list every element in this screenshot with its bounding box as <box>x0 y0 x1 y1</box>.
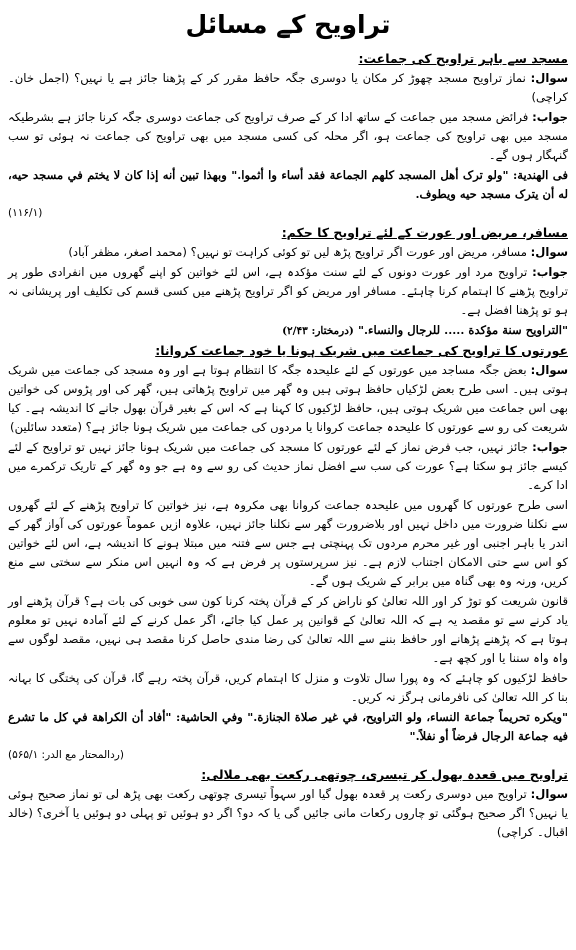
answer-3 <box>8 438 568 495</box>
question-2 <box>8 243 568 262</box>
arabic-quote-3: "ويکره تحريماً جماعة النساء، ولو التراويح، في غير صلاة الجنازة." وفي الحاشية: "أفاد أن الکراهة في کل ما تشرع فيه جماعة الرجال فرضاً أو نفلاً." <box>8 710 568 743</box>
arabic-quote-2 <box>8 321 568 340</box>
section-heading-forgot-sitting: تراویح میں قعدہ بھول کر تیسری، چوتھی رکعت بھی ملالی: <box>201 767 568 782</box>
question-1 <box>8 69 568 107</box>
page-title: تراویح کے مسائل <box>185 10 391 39</box>
reference-1: (۱۱۶/۱) <box>8 207 43 219</box>
answer-label: جواب: <box>532 265 569 279</box>
answer-3-paragraph-3: قانون شریعت کو توڑ کر اور اللہ تعالیٰ کو ناراض کر کے قرآن پختہ کرنا کون سی خوبی کی بات ہے؟ قرآن پڑھنے اور یاد کرنے سے تو مقصد یہ ہے کہ اللہ تعالیٰ کے قوانین پر عمل کیا جائے، اگر عمل کرنے کے لئے آمادہ نہیں تو معلوم ہوتا ہے کہ پڑھنے پڑھانے اور حافظ بننے سے اللہ تعالیٰ کی رضا مندی حاصل کرنا مقصد ہی نہیں، مقصد لوگوں سے واہ واہ سننا یا اور کچھ ہے۔ <box>8 594 568 665</box>
reference-3: (ردالمحتار مع الدر: ۵۶۵/۱) <box>8 749 124 761</box>
reference-2: (درمختار: ۲/۴۳) <box>282 325 354 337</box>
answer-1 <box>8 108 568 165</box>
question-text: مسافر، مریض اور عورت اگر تراویح پڑھ لیں تو کوئی کراہت تو نہیں؟ (محمد اصغر، مظفر آباد) <box>68 245 527 259</box>
answer-2 <box>8 263 568 320</box>
question-label: سوال: <box>530 71 569 85</box>
question-label: سوال: <box>530 363 568 377</box>
question-label: سوال: <box>530 787 569 801</box>
answer-text: فرائض مسجد میں جماعت کے ساتھ ادا کر کے صرف تراویح کی جماعت دوسری جگہ کرنا جائز ہے بشرطیکہ مسجد میں بھی تراویح کی جماعت ہو، اگر محلہ کی کسی مسجد میں بھی تراویح کی جماعت نہ ہوئی تو سب گنہگار ہوں گے۔ <box>8 110 568 162</box>
answer-label: جواب: <box>532 440 568 454</box>
answer-3-paragraph-2: اسی طرح عورتوں کا گھروں میں علیحدہ جماعت کروانا بھی مکروہ ہے، نیز خواتین کا تراویح پڑھنے کے لئے گھروں سے نکلنا ضرورت میں داخل نہیں اور بلاضرورت گھر سے نکلنا جائز نہیں، علاوہ ازیں عموماً عورتوں کی آواز گھر کے اندر یا باہر اجنبی اور غیر محرم مردوں تک پہنچتی ہے جس سے فتنہ میں مبتلا ہونے کا اندیشہ ہے، اس لئے خواتین کو اس سے حتی الامکان اجتناب لازم ہے۔ نیز سرپرستوں پر فرض ہے کہ وہ انہیں اس منکر سے سختی سے منع کریں، ورنہ وہ بھی گناہ میں برابر کے شریک ہوں گے۔ <box>8 498 568 588</box>
question-text: نماز تراویح مسجد چھوڑ کر مکان یا دوسری جگہ حافظ مقرر کر کے پڑھنا جائز ہے یا نہیں؟ (اجمل خان۔ کراچی) <box>8 71 568 104</box>
answer-text: تراویح مرد اور عورت دونوں کے لئے سنت مؤکدہ ہے، اس لئے خواتین کو اپنے گھروں میں انفرادی طور پر تراویح پڑھنے کا اہتمام کرنا چاہئے۔ مسافر اور مریض کو اگر تراویح پڑھنے میں کسی قسم کی تکلیف اور پریشانی نہ ہو تو پڑھنا افضل ہے۔ <box>8 265 568 317</box>
answer-text: جائز نہیں، جب فرض نماز کے لئے عورتوں کا مسجد کی جماعت میں شریک ہونا جائز نہیں تو تراویح کے لئے کیسے جائز ہو سکتا ہے؟ عورت کی سب سے افضل نماز حدیث کی رو سے وہ ہے جو وہ گھر کے تاریک ترکمرے میں ادا کرے۔ <box>8 440 568 492</box>
question-text: بعض جگہ مساجد میں عورتوں کے لئے علیحدہ جگہ کا انتظام ہوتا ہے اور وہ مسجد کی جماعت میں شریک ہوتی ہیں۔ اسی طرح بعض لڑکیاں حافظ ہوتی ہیں وہ گھر میں تراویح پڑھاتی ہیں، گھر کی اور پڑوس کی خواتین بھی اس جماعت میں شریک ہوتی ہیں، حافظ لڑکیوں کا کہنا ہے کہ اس کے بغیر قرآن بھول جانے کا اندیشہ ہے۔ کیا شریعت کی رو سے عورتوں کا علیحدہ جماعت کروانا یا مردوں کی جماعت میں شریک ہونا جائز ہے؟ (متعدد سائلین) <box>8 363 568 434</box>
question-3 <box>8 361 568 437</box>
arabic-quote-1: فی الهندية: "ولو ترک أهل المسجد کلهم الجماعة فقد أساء وا أثموا." وبهذا تبين أنه إذا کان لا يختم في مسجد حيه، له أن يترک مسجد حيه ويطوف. <box>8 168 568 201</box>
question-label: سوال: <box>530 245 568 259</box>
question-text: تراویح میں دوسری رکعت پر قعدہ بھول گیا اور سہواً تیسری چوتھی رکعت بھی پڑھ لی تو نماز صحیح ہوئی یا نہیں؟ اگر صحیح ہوگئی تو چاروں رکعات مانی جائیں گی یا کہ دو؟ اگر دو ہوئیں تو پہلی دو ہوئیں یا آخری؟ (خالد اقبال۔ کراچی) <box>8 787 568 839</box>
answer-label: جواب: <box>532 110 568 124</box>
section-heading-mosque-outside: مسجد سے باہر تراویح کی جماعت: <box>358 51 568 66</box>
arabic-text: "التراويح سنة مؤکدة ..... للرجال والنساء." <box>357 323 568 337</box>
section-heading-women-congregation: عورتوں کا تراویح کی جماعت میں شریک ہونا یا خود جماعت کروانا: <box>155 343 568 358</box>
answer-3-paragraph-4: حافظ لڑکیوں کو چاہئے کہ وہ پورا سال تلاوت و منزل کا اہتمام کریں، قرآن پختہ رہے گا، قرآن کی پختگی کا بہانہ بنا کر اللہ تعالیٰ کی نافرمانی ہرگز نہ کریں۔ <box>8 671 568 704</box>
section-heading-traveler-patient-woman: مسافر، مریض اور عورت کے لئے تراویح کا حکم: <box>281 225 568 240</box>
question-4 <box>8 785 568 842</box>
